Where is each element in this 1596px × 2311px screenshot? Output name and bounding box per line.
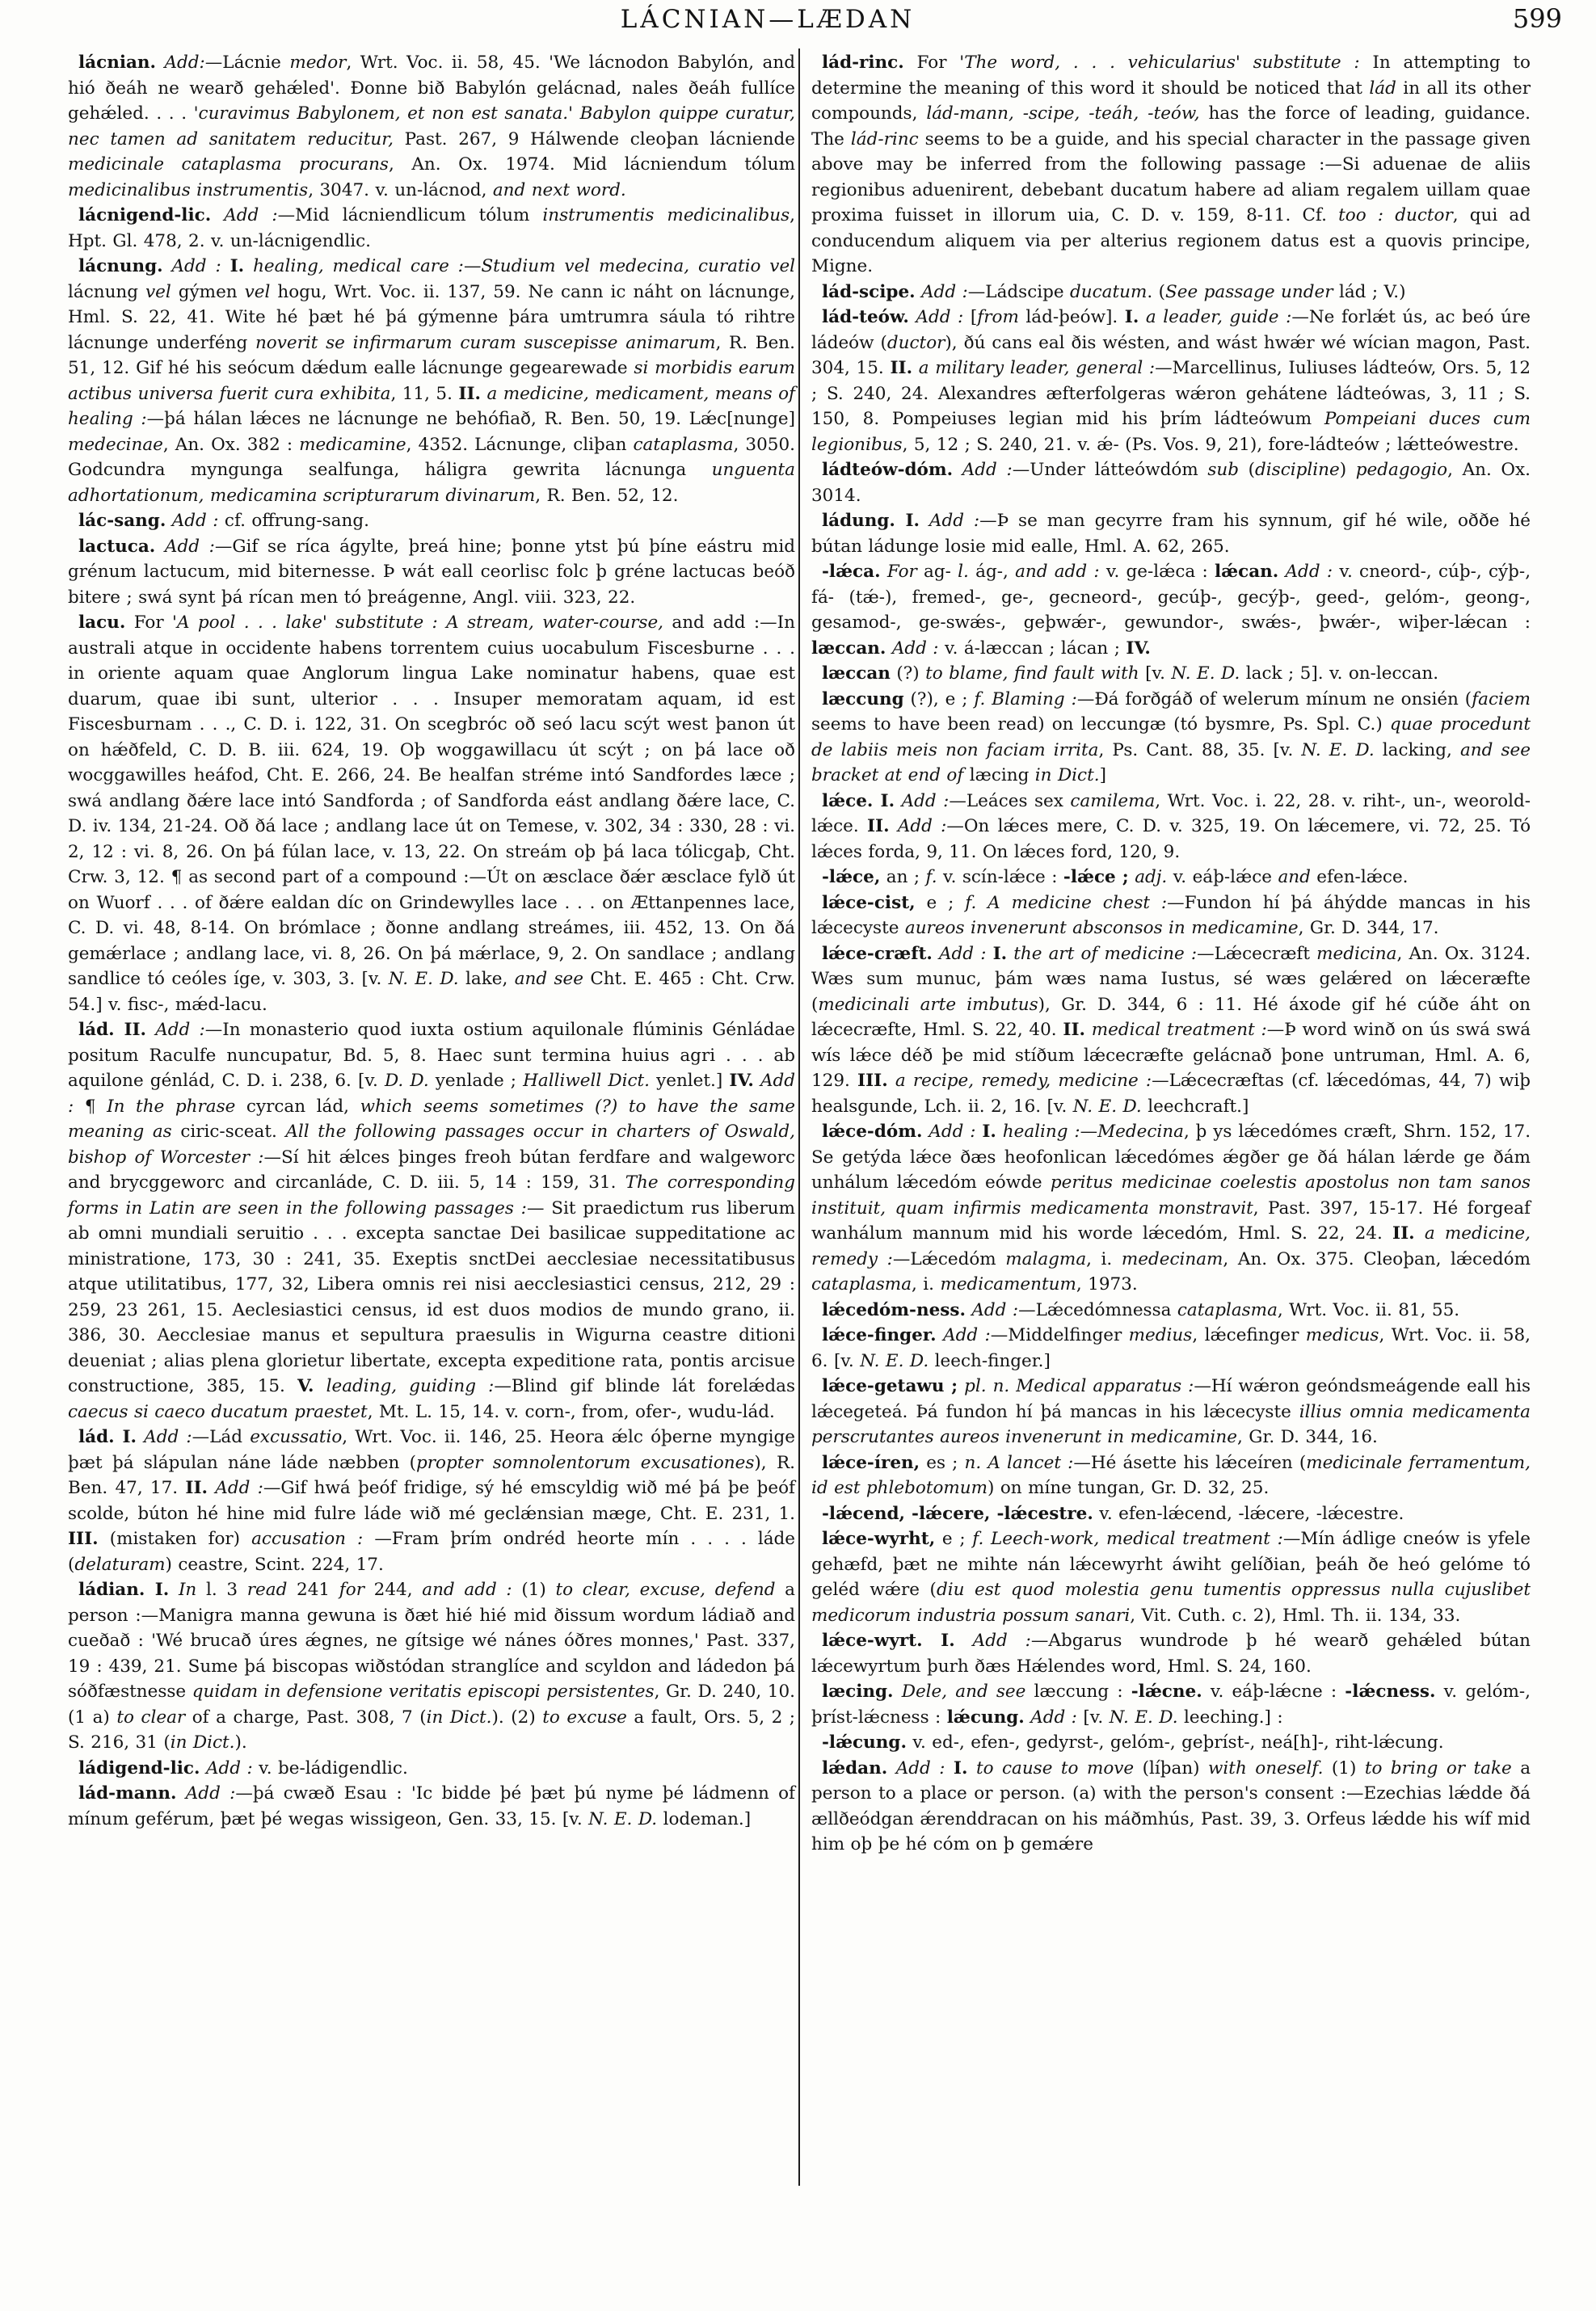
dictionary-entry: læcing. Dele, and see læccung : -lǽcne. v. eáþ-lǽcne : -lǽcness. v. gelóm-, þríst-lǽcness : lǽcung. Add : [v. N. E. D. leeching.] :: [811, 1682, 1531, 1728]
dictionary-entry: læccan (?) to blame, find fault with [v. N. E. D. lack ; 5]. v. on-leccan.: [822, 663, 1439, 684]
dictionary-entry: lácnung. Add : I. healing, medical care :—Studium vel medecina, curatio vel lácnung vel gýmen vel hogu, Wrt. Voc. ii. 137, 59. Ne cann ic náht on lácnunge, Hml. S. 22, 41. Wite hé þæt hé þá gýmenne þára umtrumra sáula tó rihtre lácnunge underféng noverit se infirmarum curam suscepisse animarum, R. Ben. 51, 12. Gif hé his seócum dǽdum ealle lácnunge gegearewade si morbidis earum actibus universa fuerit cura exhibita, 11, 5. II. a medicine, medicament, means of healing :—þá hálan lǽces ne lácnunge ne behófiað, R. Ben. 50, 19. Lǽc[nunge] medecinae, An. Ox. 382 : medicamine, 4352. Lácnunge, cliþan cataplasma, 3050. Godcundra myngunga sealfunga, háligra gewrita lácnunga unguenta adhortationum, medicamina scripturarum divinarum, R. Ben. 52, 12.: [68, 256, 796, 506]
dictionary-entry: læccung (?), e ; f. Blaming :—Ðá forðgáð of welerum mínum ne onsién (faciem seems to have been read) on leccungæ (tó bysmre, Ps. Spl. C.) quae procedunt de labiis meis non faciam irrita, Ps. Cant. 88, 35. [v. N. E. D. lacking, and see bracket at end of læcing in Dict.]: [811, 688, 1531, 785]
dictionary-entry: lác-sang. Add : cf. offrung-sang.: [78, 511, 369, 531]
column-divider: [798, 48, 800, 2186]
dictionary-entry: -lǽcend, -lǽcere, -lǽcestre. v. efen-lǽcend, -lǽcere, -lǽcestre.: [822, 1503, 1404, 1524]
running-title: LÁCNIAN—LÆDAN: [620, 5, 916, 34]
dictionary-entry: lǽdan. Add : I. to cause to move (líþan) with oneself. (1) to bring or take a person to a place or person. (a) with the person's consent :—Ezechias lǽdde ðá ællðeódgan ǽrenddracan on his máðmhús, Past. 39, 3. Orfeus lǽdde his wíf mid him oþ þe hé cóm on þ gemǽre: [811, 1757, 1531, 1854]
dictionary-entry: lǽce-íren, es ; n. A lancet :—Hé ásette his lǽceíren (medicinale ferramentum, id est phlebotomum) on míne tungan, Gr. D. 32, 25.: [811, 1452, 1531, 1498]
dictionary-entry: lǽcedóm-ness. Add :—Lǽcedómnessa cataplasma, Wrt. Voc. ii. 81, 55.: [822, 1299, 1460, 1320]
dictionary-entry: lǽce. I. Add :—Leáces sex camilema, Wrt. Voc. i. 22, 28. v. riht-, un-, weorold-lǽce. II. Add :—On lǽces mere, C. D. v. 325, 19. On lǽcemere, vi. 72, 25. Tó lǽces forda, 9, 11. On lǽces ford, 120, 9.: [811, 790, 1531, 862]
dictionary-entry: lád. I. Add :—Lád excussatio, Wrt. Voc. ii. 146, 25. Heora ǽlc óþerne myngige þæt þá slápulan náne láde næbben (propter somnolentorum excusationes), R. Ben. 47, 17. II. Add :—Gif hwá þeóf fridige, sý hé emscyldig wið mé þá þe þeóf scolde, búton hé hine mid fulre láde wið mé geclǽnsian mæge, Cht. E. 231, 1. III. (mistaken for) accusation : —Fram þrím ondréd heorte mín . . . . láde (delaturam) ceastre, Scint. 224, 17.: [68, 1427, 796, 1575]
column-right: [811, 50, 1531, 1858]
column-left: [68, 50, 795, 1832]
dictionary-entry: lád-mann. Add :—þá cwæð Esau : 'Ic bidde þé þæt þú nyme þé ládmenn of mínum geférum, þæt þé wegas wissigeon, Gen. 33, 15. [v. N. E. D. lodeman.]: [68, 1783, 795, 1829]
dictionary-entry: lǽce-cist, e ; f. A medicine chest :—Fundon hí þá áhýdde mancas in his lǽcecyste aureos invenerunt absconsos in medicamine, Gr. D. 344, 17.: [811, 892, 1531, 938]
dictionary-entry: lǽce-dóm. Add : I. healing :—Medecina, þ ys lǽcedómes cræft, Shrn. 152, 17. Se getýda lǽce ðæs heofonlican lǽcedómes ǽgðer ge ðá hálan lǽrde ge ðám unhálum lǽcedóm eówde peritus medicinae coelestis apostolus non tam sanos instituit, quam infirmis medicamenta monstravit, Past. 397, 15-17. Hé forgeaf wanhálum mannum mid his worde lǽcedóm, Hml. S. 22, 24. II. a medicine, remedy :—Lǽcedóm malagma, i. medecinam, An. Ox. 375. Cleoþan, lǽcedóm cataplasma, i. medicamentum, 1973.: [811, 1122, 1531, 1294]
dictionary-entry: lácnian. Add:—Lácnie medor, Wrt. Voc. ii. 58, 45. 'We lácnodon Babylón, and hió ðeáh ne wearð gehǽled'. Ðonne bið Babylón gelácnad, nales ðeáh fullíce gehǽled. . . . 'curavimus Babylonem, et non est sanata.' Babylon quippe curatur, nec tamen ad sanitatem reducitur, Past. 267, 9 Hálwende cleoþan lácniende medicinale cataplasma procurans, An. Ox. 1974. Mid lácniendum tólum medicinalibus instrumentis, 3047. v. un-lácnod, and next word.: [68, 53, 795, 200]
dictionary-entry: -lǽcung. v. ed-, efen-, gedyrst-, gelóm-, geþríst-, neá[h]-, riht-lǽcung.: [822, 1732, 1444, 1753]
dictionary-entry: lád. II. Add :—In monasterio quod iuxta ostium aquilonale flúminis Génládae positum Raculfe nuncupatur, Bd. 5, 8. Haec sunt termina huius agri . . . ab aquilone génlád, C. D. i. 238, 6. [v. D. D. yenlade ; Halliwell Dict. yenlet.] IV. Add : ¶ In the phrase cyrcan lád, which seems sometimes (?) to have the same meaning as ciric-sceat. All the following passages occur in charters of Oswald, bishop of Worcester :—Sí hit ǽlces þinges freoh bútan ferdfare and walgeworc and brycggeworc and circanláde, C. D. iii. 5, 14 : 159, 31. The corresponding forms in Latin are seen in the following passages :— Sit praedictum rus liberum ab omni mundiali seruitio . . . excepta sanctae Dei basilicae suppeditatione ac ministratione, 173, 30 : 241, 35. Exeptis snctDei aecclesiae necessitatibusus atque utilitatibus, 177, 32, Libera omnis rei nisi aecclesiastici census, 212, 29 : 259, 23 261, 15. Aeclesiastici census, id est duos modios de mundo grano, ii. 386, 30. Aecclesiae manus et sepultura praesulis in Wigurna ceastre ditioni deueniat ; alias plena glorietur libertate, excepta expeditione rata, pontis arcisue constructione, 385, 15. V. leading, guiding :—Blind gif blinde lát forelǽdas caecus si caeco ducatum praestet, Mt. L. 15, 14. v. corn-, from, ofer-, wudu-lád.: [68, 1020, 796, 1422]
dictionary-entry: lád-rinc. For 'The word, . . . vehicularius' substitute : In attempting to determine the meaning of this word it should be noticed that lád in all its other compounds, lád-mann, -scipe, -teáh, -teów, has the force of leading, guidance. The lád-rinc seems to be a guide, and his special character in the passage given above may be inferred from the following passage :—Si aduenae de aliis regionibus aduenirent, debebant ducatum habere ad aliam regalem uillam quae proxima fuisset in illorum uia, C. D. v. 159, 8-11. Cf. too : ductor, qui ad conducendum aliquem via per alterius regionem datus est a quovis principe, Migne.: [811, 53, 1531, 276]
dictionary-entry: ládian. I. In l. 3 read 241 for 244, and add : (1) to clear, excuse, defend a person :—Manigra manna gewuna is ðæt hié hié mid ðissum wordum ládiað and cueðað : 'Wé brucað úres ǽgnes, ne gítsige wé nánes óðres monnes,' Past. 337, 19 : 439, 21. Sume þá biscopas wiðstódan stranglíce and scyldon and ládedon þá sóðfæstnesse quidam in defensione veritatis episcopi persistentes, Gr. D. 240, 10. (1 a) to clear of a charge, Past. 308, 7 (in Dict.). (2) to excuse a fault, Ors. 5, 2 ; S. 216, 31 (in Dict.).: [68, 1580, 796, 1753]
dictionary-entry: lǽce-finger. Add :—Middelfinger medius, lǽcefinger medicus, Wrt. Voc. ii. 58, 6. [v. N. E. D. leech-finger.]: [811, 1325, 1531, 1371]
dictionary-entry: lád-teów. Add : [from lád-þeów]. I. a leader, guide :—Ne forlǽt ús, ac beó úre ládeów (ductor), ðú cans eal ðis wésten, and wást hwǽr wé wícian magon, Past. 304, 15. II. a military leader, general :—Marcellinus, Iuliuses ládteów, Ors. 5, 12 ; S. 240, 24. Alexandres æfterfolgeras wǽron gehátene ládteówas, 3, 11 ; S. 150, 8. Pompeiuses legian mid his þrím ládteówum Pompeiani duces cum legionibus, 5, 12 ; S. 240, 21. v. ǽ- (Ps. Vos. 9, 21), fore-ládteów ; lǽtteówestre.: [811, 307, 1531, 455]
dictionary-entry: ládteów-dóm. Add :—Under látteówdóm sub (discipline) pedagogio, An. Ox. 3014.: [811, 460, 1531, 506]
dictionary-entry: lǽce-getawu ; pl. n. Medical apparatus :—Hí wǽron geóndsmeágende eall his lǽcegeteá. Þá fundon hí þá mancas in his lǽcecyste illius omnia medicamenta perscrutantes aureos invenerunt in medicamine, Gr. D. 344, 16.: [811, 1376, 1531, 1447]
dictionary-entry: lǽce-wyrht, e ; f. Leech-work, medical treatment :—Mín ádlige cneów is yfele gehæfd, þæt ne mihte nán lǽcewyrht áwiht gelíðian, þeáh ðe heó gelóme tó geléd wǽre (diu est quod molestia genu tumentis oppressus nulla cujuslibet medicorum industria possum sanari, Vit. Cuth. c. 2), Hml. Th. ii. 134, 33.: [811, 1529, 1531, 1626]
dictionary-entry: lacu. For 'A pool . . . lake' substitute : A stream, water-course, and add :—In australi atque in occidente habens torrentem cuius uocabulum Fiscesburne . . . in oriente aquam quae Anglorum lingua Lake nominatur habens, quae est duarum, quae ibi sunt, ulterior . . . Insuper memoratam aquam, id est Fiscesburnam . . ., C. D. i. 122, 31. On scegbróc oð seó lacu scýt west þanon út on hǽðfeld, C. D. B. iii. 624, 19. Oþ woggawillacu út scýt ; on þá lace oð wocggawilles heáfod, Cht. E. 266, 24. Be healfan stréme intó Sandfordes læce ; swá andlang ðǽre lace intó Sandforda ; of Sandforda eást andlang ðǽre lace, C. D. iv. 134, 21-24. Oð ðá lace ; andlang lace út on Temese, v. 302, 34 : 330, 28 : vi. 2, 12 : vi. 8, 26. On þá fúlan lace, v. 13, 22. On streám oþ þá laca tólicgaþ, Cht. Crw. 3, 12. ¶ as second part of a compound :—Út on æsclace ðǽr æsclace fylð út on Wuorf . . . of ðǽre ealdan díc on Grindewylles lace . . . on Ættanpennes lace, C. D. vi. 48, 8-14. On brómlace ; ðonne andlang streámes, iii. 452, 13. On ðá gemǽrlace ; andlang lace, vi. 8, 26. On þá mǽrlace, 9, 2. On sandlace ; andlang sandlice tó ceóles íge, v. 303, 3. [v. N. E. D. lake, and see Cht. E. 465 : Cht. Crw. 54.] v. fisc-, mǽd-lacu.: [68, 612, 796, 1015]
dictionary-entry: lád-scipe. Add :—Ládscipe ducatum. (See passage under lád ; V.): [822, 281, 1406, 302]
dictionary-entry: lǽce-cræft. Add : I. the art of medicine :—Lǽcecræft medicina, An. Ox. 3124. Wæs sum munuc, þám wæs nama Iustus, sé wæs gelǽred on lǽceræfte (medicinali arte imbutus), Gr. D. 344, 6 : 11. Hé áxode gif hé cúðe áht on lǽcecræfte, Hml. S. 22, 40. II. medical treatment :—Þ word winð on ús swá swá wís lǽce déð þe mid stíðum lǽcecræfte gelácnað þone untruman, Hml. A. 6, 129. III. a recipe, remedy, medicine :—Lǽcecræftas (cf. lǽcedómas, 44, 7) wiþ healsgunde, Lch. ii. 2, 16. [v. N. E. D. leechcraft.]: [811, 943, 1531, 1117]
page-number: 599: [1512, 3, 1562, 34]
dictionary-entry: lácnigend-lic. Add :—Mid lácniendlicum tólum instrumentis medicinalibus, Hpt. Gl. 478, 2. v. un-lácnigendlic.: [68, 205, 796, 251]
dictionary-entry: lǽce-wyrt. I. Add :—Abgarus wundrode þ hé wearð gehǽled bútan lǽcewyrtum þurh ðæs Hǽlendes word, Hml. S. 24, 160.: [811, 1631, 1531, 1677]
dictionary-entry: ládigend-lic. Add : v. be-ládigendlic.: [78, 1757, 408, 1779]
dictionary-entry: ládung. I. Add :—Þ se man gecyrre fram his synnum, gif hé wile, oððe hé bútan ládunge losie mid ealle, Hml. A. 62, 265.: [811, 511, 1531, 557]
dictionary-entry: -lǽce, an ; f. v. scín-lǽce : -lǽce ; adj. v. eáþ-lǽce and efen-lǽce.: [822, 867, 1409, 887]
dictionary-entry: lactuca. Add :—Gif se ríca ágylte, þreá hine; þonne ytst þú þíne eástru mid grénum lactucum, mid biternesse. Þ wát eall ceorlisc folc þ gréne lactucas beóð bitere ; swá synt þá rícan men tó þreágenne, Angl. viii. 323, 22.: [68, 536, 796, 608]
dictionary-entry: -lǽca. For ag- l. ág-, and add : v. ge-lǽca : lǽcan. Add : v. cneord-, cúþ-, cýþ-, fá- (tǽ-), fremed-, ge-, gecneord-, gecúþ-, gecýþ-, geed-, gelóm-, geong-, gesamod-, ge-swǽs-, geþwǽr-, gewundor-, swǽs-, þwǽr-, wiþer-lǽcan : læccan. Add : v. á-læccan ; lácan ; IV.: [811, 562, 1531, 659]
